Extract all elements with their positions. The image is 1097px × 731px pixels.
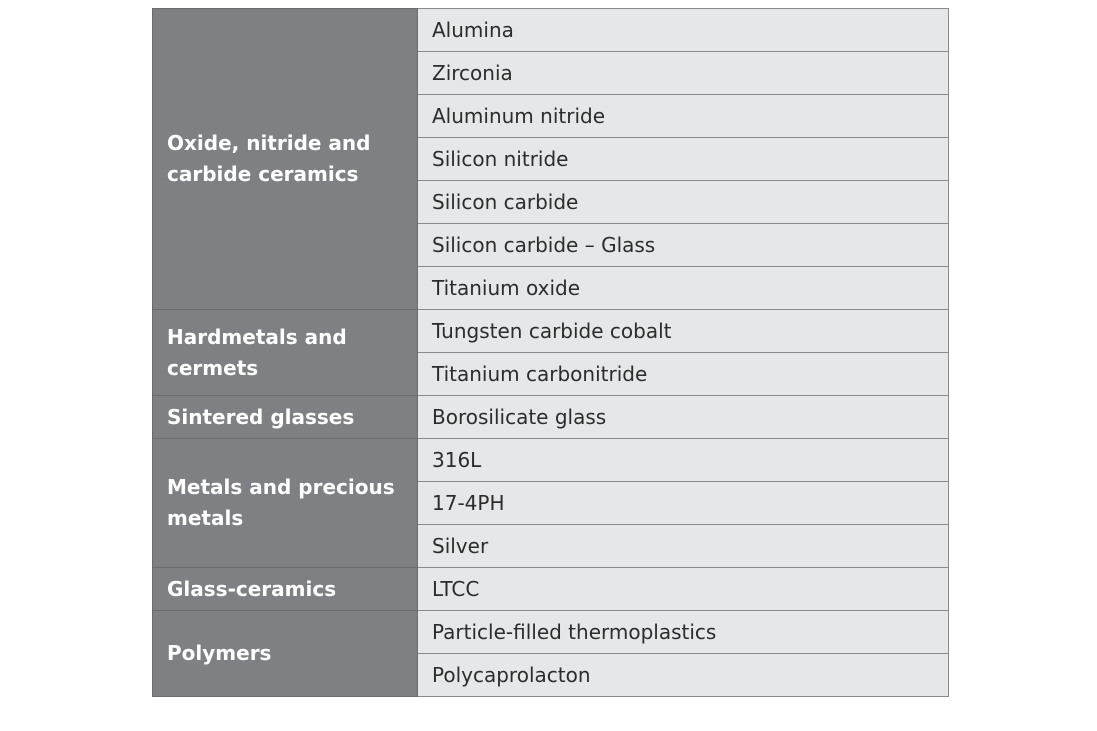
material-silicon-nitride: Silicon nitride: [418, 138, 949, 181]
material-silicon-carbide-glass: Silicon carbide – Glass: [418, 224, 949, 267]
material-zirconia: Zirconia: [418, 52, 949, 95]
table-row: [153, 396, 949, 439]
category-sintered-glasses: Sintered glasses: [153, 396, 418, 439]
category-polymers: Polymers: [153, 611, 418, 697]
material-tungsten-carbide-cobalt: Tungsten carbide cobalt: [418, 310, 949, 353]
material-ltcc: LTCC: [418, 568, 949, 611]
category-oxide-nitride-carbide-ceramics: Oxide, nitride and carbide ceramics: [153, 9, 418, 310]
material-polycaprolacton: Polycaprolacton: [418, 654, 949, 697]
material-titanium-oxide: Titanium oxide: [418, 267, 949, 310]
material-aluminum-nitride: Aluminum nitride: [418, 95, 949, 138]
material-borosilicate-glass: Borosilicate glass: [418, 396, 949, 439]
material-316l: 316L: [418, 439, 949, 482]
material-silver: Silver: [418, 525, 949, 568]
material-17-4ph: 17-4PH: [418, 482, 949, 525]
table-row: [153, 611, 949, 654]
table-row: [153, 439, 949, 482]
material-titanium-carbonitride: Titanium carbonitride: [418, 353, 949, 396]
material-alumina: Alumina: [418, 9, 949, 52]
table-row: [153, 9, 949, 52]
category-hardmetals-cermets: Hardmetals and cermets: [153, 310, 418, 396]
category-metals-precious-metals: Metals and precious metals: [153, 439, 418, 568]
category-glass-ceramics: Glass-ceramics: [153, 568, 418, 611]
table-row: [153, 568, 949, 611]
material-particle-filled-thermoplastics: Particle-filled thermoplastics: [418, 611, 949, 654]
material-silicon-carbide: Silicon carbide: [418, 181, 949, 224]
materials-table: [152, 8, 949, 697]
table-row: [153, 310, 949, 353]
